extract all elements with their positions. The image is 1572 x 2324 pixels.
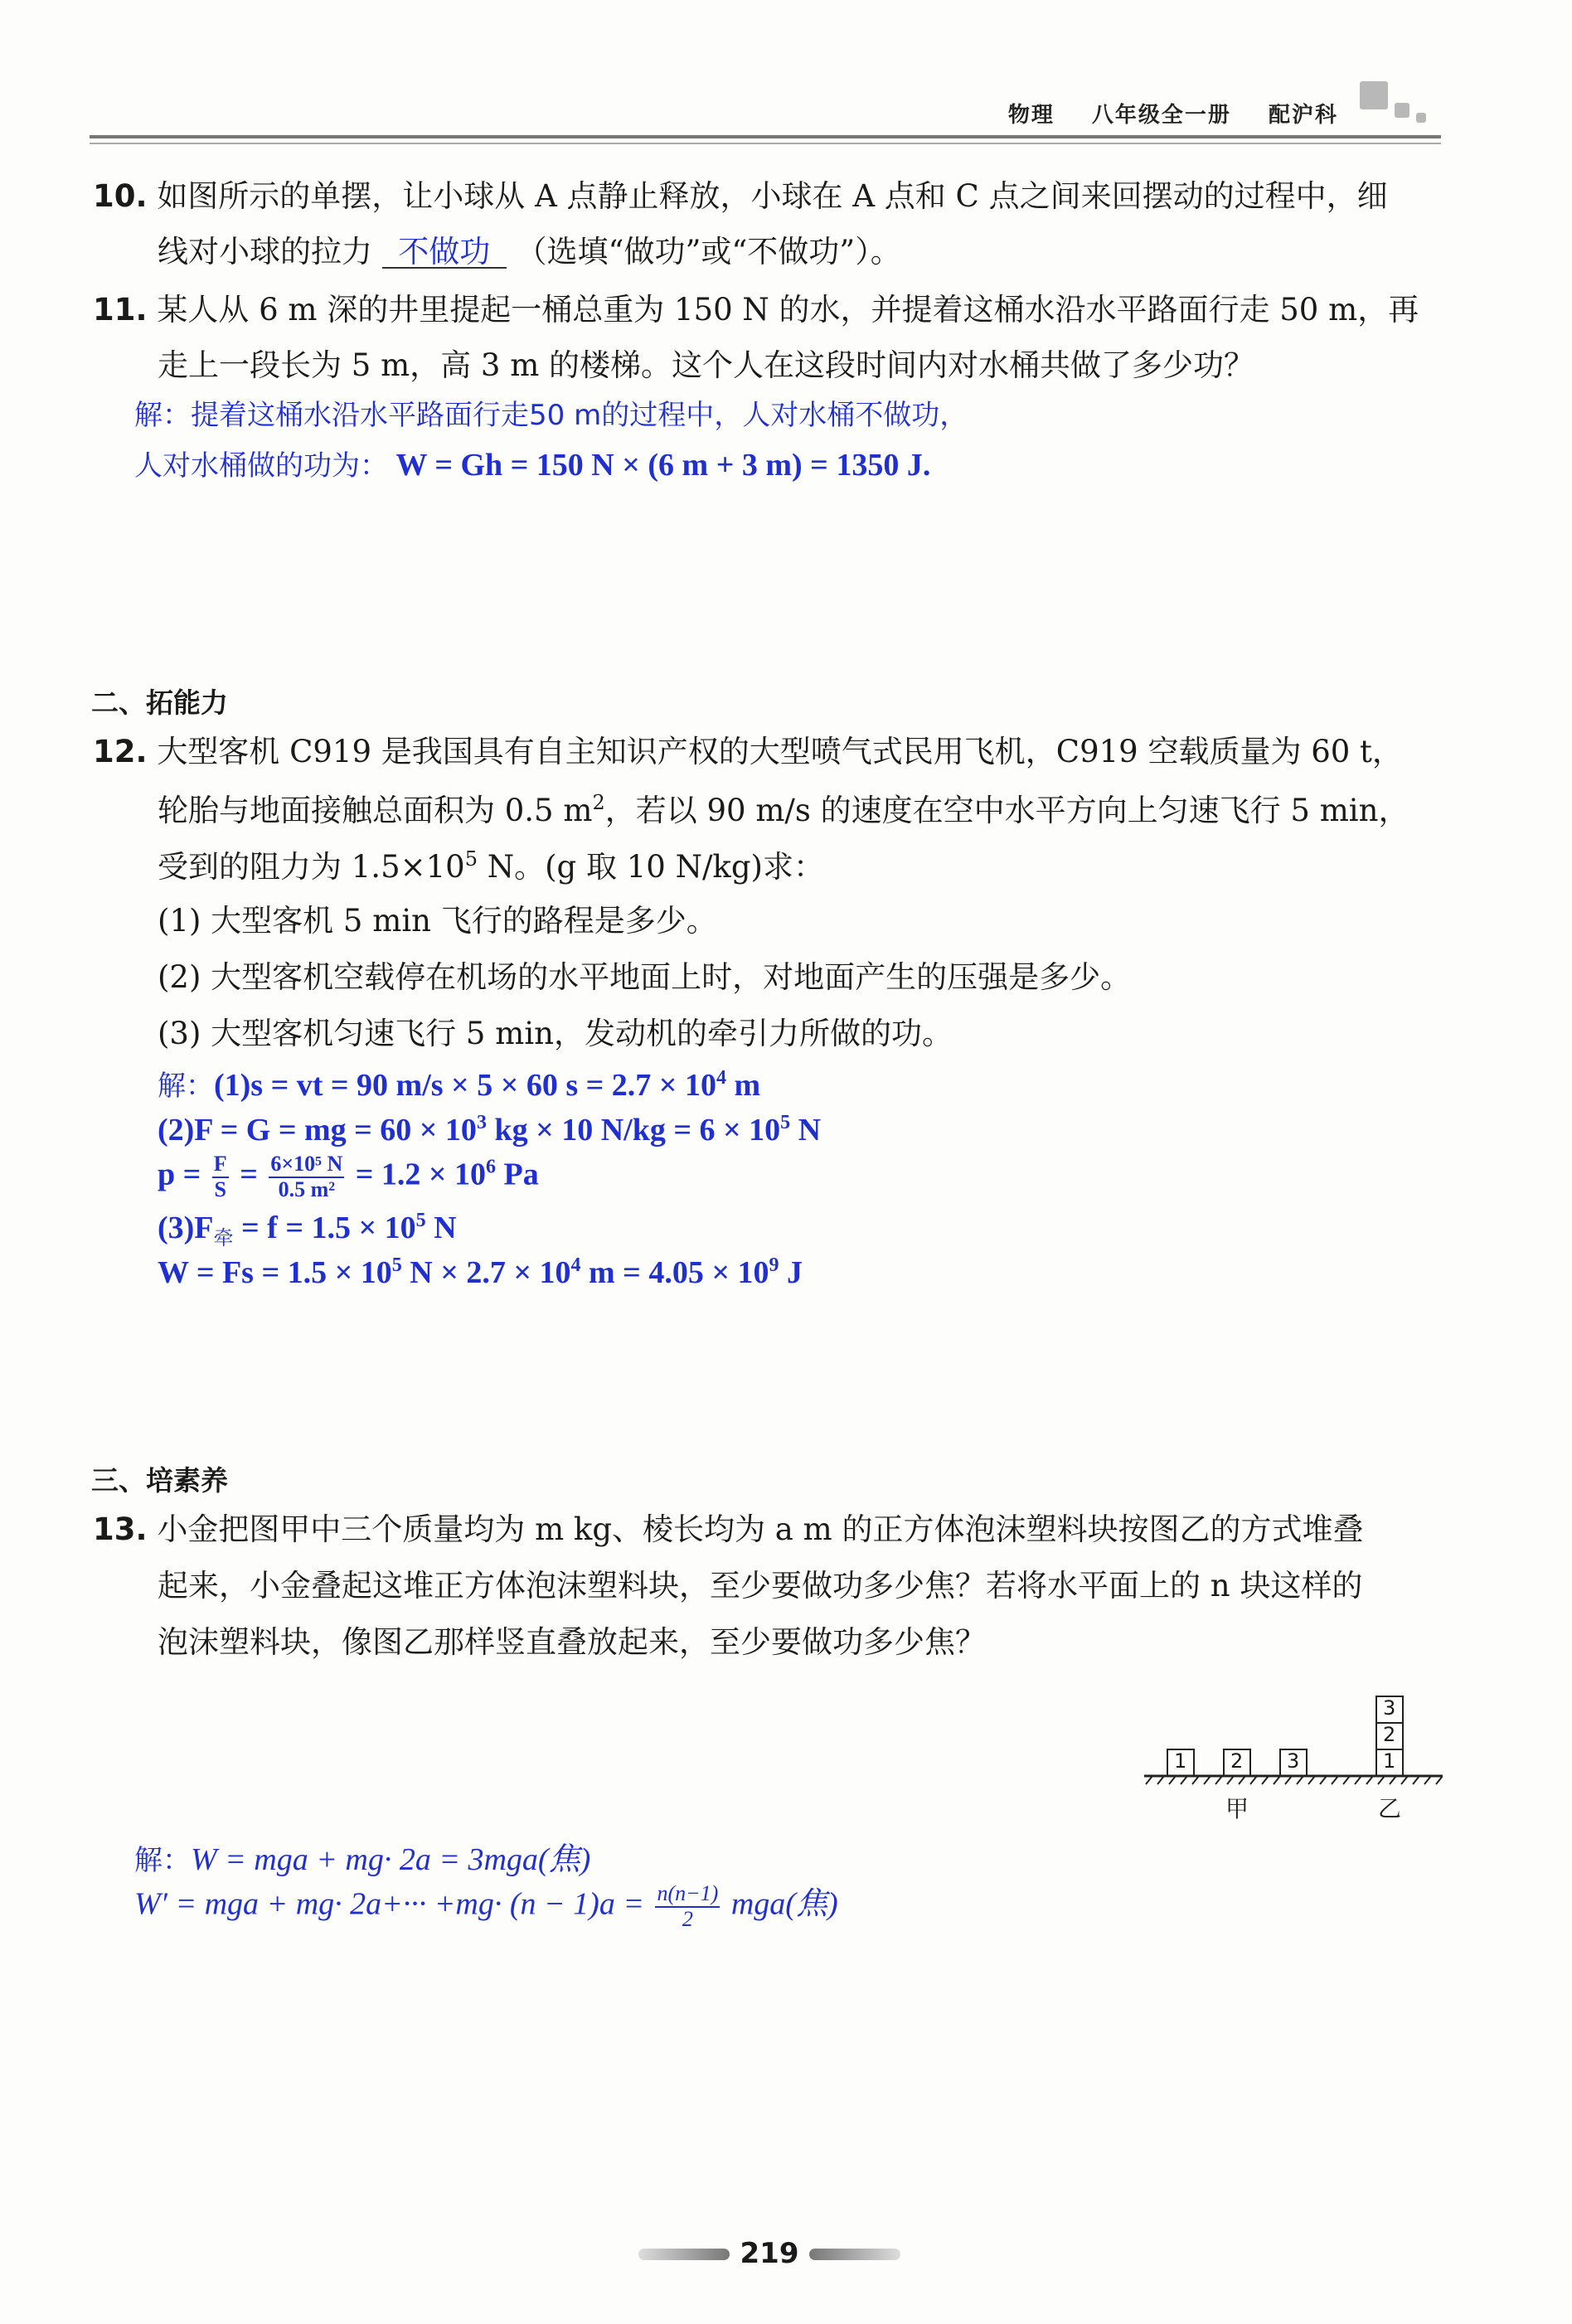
q10-answer-blank: 不做功 <box>382 236 507 269</box>
q13-frac: $\frac{n(n-1)}{2}$ <box>657 1881 719 1931</box>
header-edition: 配沪科 <box>1268 103 1338 128</box>
figure-label-yi: 乙 <box>1378 1795 1402 1822</box>
q12-line1: 12. 大型客机 C919 是我国具有自主知识产权的大型喷气式民用飞机，C919 空载质量为 60 t， <box>93 734 1403 769</box>
q13-line3: 泡沫塑料块，像图乙那样竖直叠放起来，至少要做功多少焦？ <box>158 1624 986 1660</box>
q13-number: 13. <box>93 1511 148 1547</box>
header-decor-square <box>1395 103 1409 118</box>
q13-sol2: W′ = mga + mg· 2a+··· +mg· (n − 1)a = $\frac{n(n-1)}{2}$ mga(焦) <box>134 1881 838 1931</box>
q10-number: 10. <box>93 178 148 214</box>
q11-solution1: 解：提着这桶水沿水平路面行走50 m的过程中，人对水桶不做功， <box>134 399 968 432</box>
q11-number: 11. <box>93 292 148 327</box>
figure-label-jia: 甲 <box>1225 1795 1249 1822</box>
q11-solution2: 人对水桶做的功为： W = Gh = 150 N × (6 m + 3 m) = 1350 J. <box>134 448 931 483</box>
block-stacking-figure <box>1144 1683 1443 1832</box>
block-yi-top-label: 3 <box>1383 1696 1396 1720</box>
header-decor-square <box>1360 81 1388 109</box>
q12-frac-pressure: $\frac{\text{6×10⁵ N}}{\text{0.5 m²}}$ <box>270 1152 343 1201</box>
q11-line2 <box>158 347 1255 383</box>
q12-sol1: 解：(1)s = vt = 90 m/s × 5 × 60 $s = 2.7 \times 10^4$ m <box>158 1067 761 1103</box>
q13-sol1: 解：W = mga + mg· 2a = 3mga(焦) <box>134 1842 591 1877</box>
q11-line1 <box>93 294 1419 325</box>
footer-bar-right <box>809 2249 900 2260</box>
header-text <box>980 98 1338 129</box>
q12-sub3: (3) 大型客机匀速飞行 5 min，发动机的牵引力所做的功。 <box>158 1016 953 1051</box>
header-subject: 物理 <box>1007 103 1055 128</box>
q10-text2: 线对小球的拉力 <box>158 234 372 269</box>
page-header <box>0 0 1572 158</box>
block-yi-bottom-label: 1 <box>1383 1749 1396 1773</box>
q10-line2 <box>158 236 901 269</box>
q13-line2: 起来，小金叠起这堆正方体泡沫塑料块，至少要做功多少焦？若将水平面上的 n 块这样的 <box>158 1568 1363 1604</box>
q11-text1: 某人从 6 m 深的井里提起一桶总重为 150 N 的水，并提着这桶水沿水平路面行走 50 m，再 <box>157 292 1419 327</box>
q12-sol4: $(3)F_牵 = f = 1.5 \times 10^5$ N <box>158 1210 457 1249</box>
q12-line2: 轮胎与地面接触总面积为 0.5 $m^2$，若以 90 m/s 的速度在空中水平方向上匀速飞行 5 min， <box>158 791 1409 828</box>
q12-sub1: (1) 大型客机 5 min 飞行的路程是多少。 <box>158 903 717 939</box>
q12-sol5: $W = Fs = 1.5 \times 10^5$ $N \times 2.7 \times 10^4$ $m = 4.05 \times 10^9$ J <box>158 1254 803 1290</box>
header-grade: 八年级全一册 <box>1091 103 1231 128</box>
header-rule <box>90 135 1441 138</box>
q10-text3: （选填“做功”或“不做功”）。 <box>516 234 901 269</box>
q10-text1: 如图所示的单摆，让小球从 A 点静止释放，小球在 A 点和 C 点之间来回摆动的过程中，细 <box>157 178 1388 214</box>
q13-line1: 13. 小金把图甲中三个质量均为 m kg、棱长均为 a m 的正方体泡沫塑料块按图乙的方式堆叠 <box>93 1511 1364 1547</box>
q10-line1 <box>93 178 1388 214</box>
q12-sol2: (2)F = G = mg = $60 \times 10^3$ kg × 10 $N/kg = 6 \times 10^5$ N <box>158 1112 822 1147</box>
section-heading-3: 三、培素养 <box>91 1464 228 1497</box>
q12-frac-f-over-s: $\frac{F}{S}$ <box>213 1152 227 1201</box>
header-decor-square <box>1416 113 1426 123</box>
block-jia-1-label: 1 <box>1174 1749 1187 1773</box>
q12-sub2: (2) 大型客机空载停在机场的水平地面上时，对地面产生的压强是多少。 <box>158 959 1132 995</box>
section-heading-2: 二、拓能力 <box>91 687 228 719</box>
q12-line3: 受到的阻力为 $1.5\times 10^5$ N。(g 取 10 N/kg)求： <box>158 847 824 885</box>
footer-bar-left <box>638 2249 730 2260</box>
block-jia-2-label: 2 <box>1230 1749 1244 1773</box>
page-number: 219 <box>740 2237 799 2270</box>
header-rule-thin <box>90 143 1441 144</box>
q12-number: 12. <box>93 734 148 769</box>
q11-text2: 走上一段长为 5 m，高 3 m 的楼梯。这个人在这段时间内对水桶共做了多少功？ <box>158 347 1255 383</box>
block-jia-3-label: 3 <box>1287 1749 1300 1773</box>
q12-sol3: p = $\frac{F}{S}$ = $\frac{\text{6×10⁵ N}}{\text{0.5 m²}}$ = $1.2 \times 10^6$ Pa <box>158 1152 539 1201</box>
block-yi-mid-label: 2 <box>1383 1723 1396 1746</box>
